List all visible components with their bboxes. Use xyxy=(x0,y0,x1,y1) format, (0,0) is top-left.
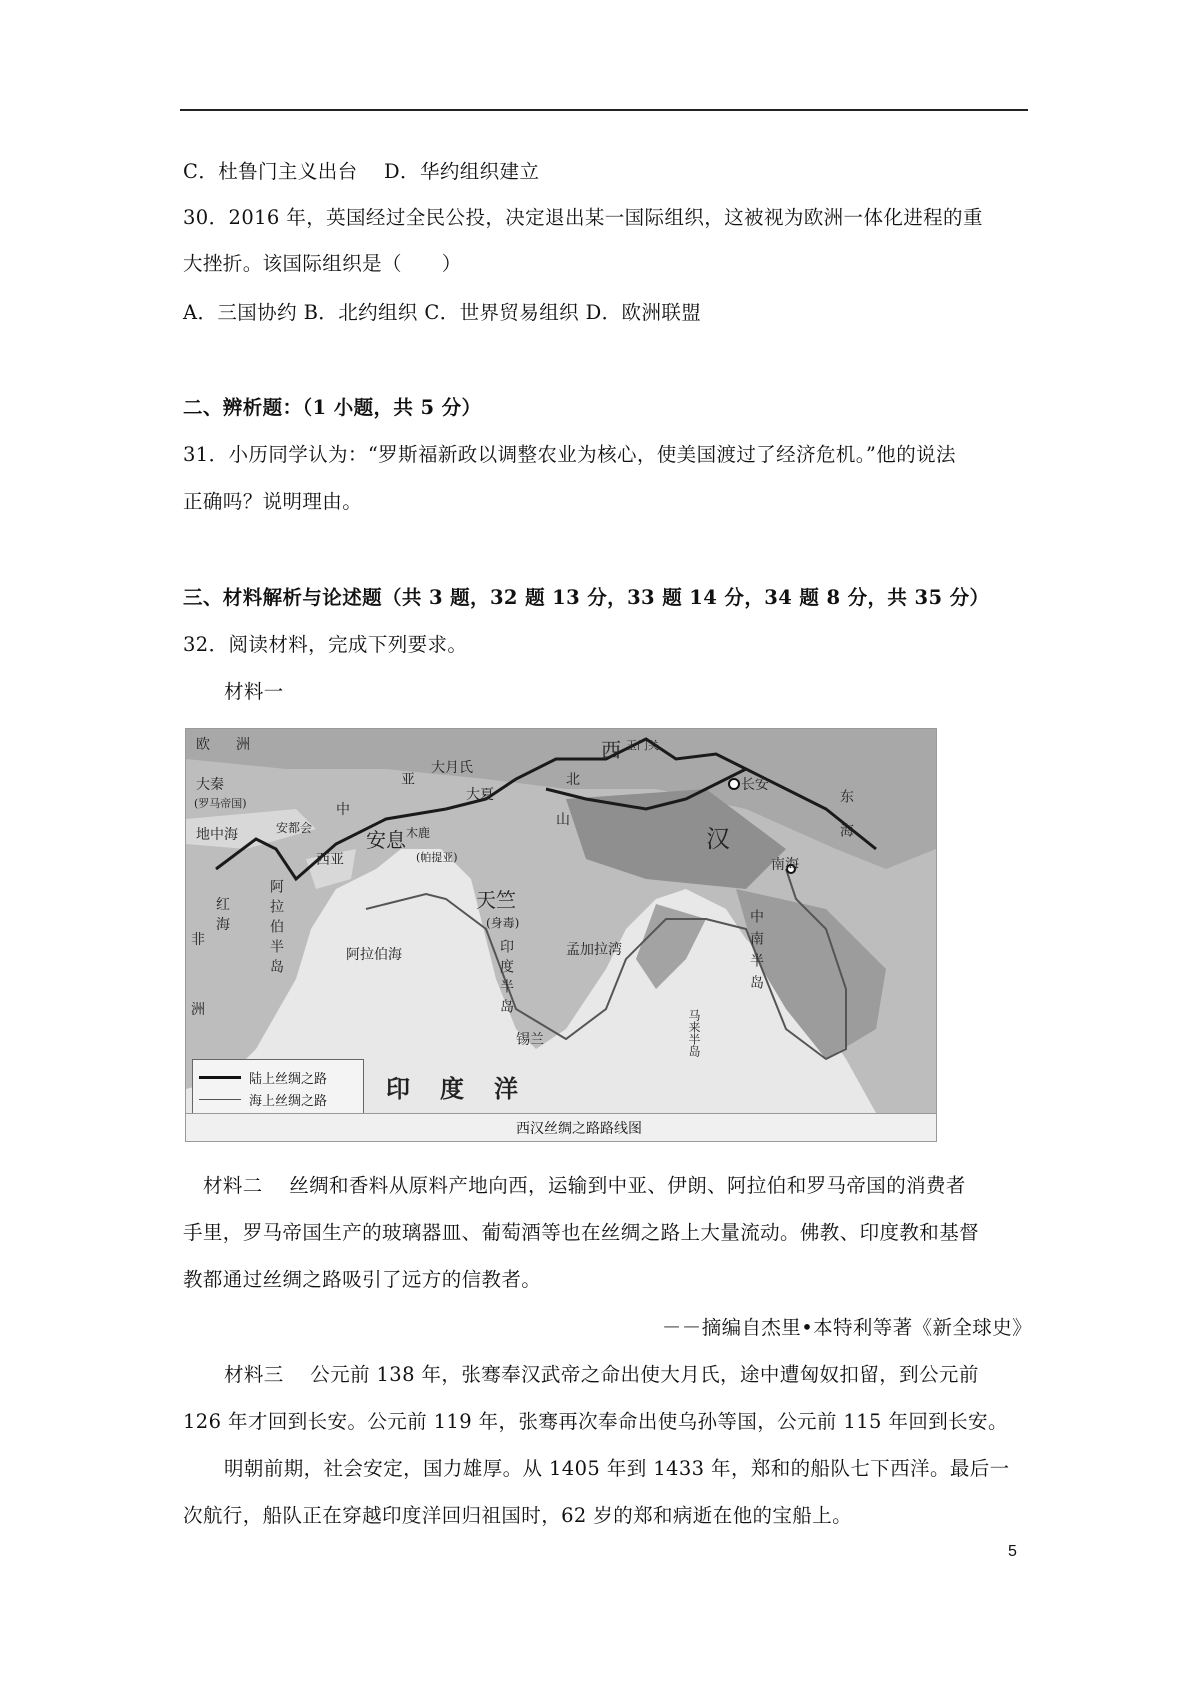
legend-sea-label: 海上丝绸之路 xyxy=(249,1094,328,1109)
legend-land-line xyxy=(199,1076,241,1079)
material-2-source: －－摘编自杰里•本特利等著《新全球史》 xyxy=(661,1316,1032,1339)
label-xilan: 锡兰 xyxy=(516,1032,544,1048)
material-3-line-1: 材料三 公元前 138 年，张骞奉汉武帝之命出使大月氏，途中遭匈奴扣留，到公元前 xyxy=(224,1363,979,1386)
material-3-line-4: 次航行，船队正在穿越印度洋回归祖国时，62 岁的郑和病逝在他的宝船上。 xyxy=(183,1504,853,1527)
map-legend xyxy=(192,1059,364,1115)
label-alabohai: 阿拉伯海 xyxy=(346,947,402,963)
material-3-line-3: 明朝前期，社会安定，国力雄厚。从 1405 年到 1433 年，郑和的船队七下西洋。最后一 xyxy=(224,1457,1010,1480)
label-luoma: (罗马帝国) xyxy=(194,797,247,810)
label-dachin: 大秦 xyxy=(196,777,224,793)
label-changan: 长安 xyxy=(741,777,769,793)
legend-sea-route xyxy=(199,1090,327,1109)
label-ansi: 安息 xyxy=(366,828,406,852)
legend-sea-line xyxy=(199,1099,241,1100)
label-anbosi: (帕提亚) xyxy=(416,851,458,864)
question-30-stem-cont: 大挫折。该国际组织是（ ） xyxy=(183,252,462,275)
label-fei: 非 xyxy=(191,932,205,948)
label-dong: 东海 xyxy=(838,789,854,857)
question-32-stem: 32．阅读材料，完成下列要求。 xyxy=(183,633,468,656)
question-29-options-cd: C．杜鲁门主义出台 D．华约组织建立 xyxy=(183,160,540,183)
label-daxia: 大夏 xyxy=(466,787,494,803)
label-hong: 红 xyxy=(216,897,230,913)
material-2-line-3: 教都通过丝绸之路吸引了远方的信教者。 xyxy=(183,1268,542,1291)
label-anduhui: 安都会 xyxy=(276,821,313,835)
label-ou: 欧 xyxy=(196,737,210,753)
label-tianzhu: 天竺 xyxy=(476,888,516,912)
map-caption-bar xyxy=(186,1113,936,1142)
material-3-line-2: 126 年才回到长安。公元前 119 年，张骞再次奉命出使乌孙等国，公元前 115 年回到长安。 xyxy=(183,1410,1008,1433)
label-malai: 马来半岛 xyxy=(687,1009,701,1057)
label-zhongnan: 中南半岛 xyxy=(748,909,764,997)
label-xiya: 西亚 xyxy=(316,852,344,868)
label-beidaolu: 北 xyxy=(566,772,580,788)
section-3-heading: 三、材料解析与论述题（共 3 题，32 题 13 分，33 题 14 分，34 题 8 分，共 35 分） xyxy=(183,586,990,609)
label-yumen: 玉门关 xyxy=(626,739,659,752)
label-zhong: 中 xyxy=(336,802,350,818)
silk-road-map xyxy=(185,728,937,1142)
question-31-stem-cont: 正确吗？说明理由。 xyxy=(183,490,363,513)
label-hai: 海 xyxy=(216,917,230,933)
label-xi: 西 xyxy=(601,738,621,762)
label-dizhong: 地中海 xyxy=(196,827,238,843)
label-zhou2: 洲 xyxy=(191,1002,205,1018)
material-1-label: 材料一 xyxy=(224,680,284,703)
label-shendu: (身毒) xyxy=(486,916,520,930)
material-2-line-1: 材料二 丝绸和香料从原料产地向西，运输到中亚、伊朗、阿拉伯和罗马帝国的消费者 xyxy=(203,1174,966,1197)
label-ya: 亚 xyxy=(401,772,415,788)
label-indian-ocean: 印度洋 xyxy=(386,1074,548,1103)
label-han: 汉 xyxy=(706,825,730,853)
label-shan: 山 xyxy=(556,812,570,828)
material-2-line-2: 手里，罗马帝国生产的玻璃器皿、葡萄酒等也在丝绸之路上大量流动。佛教、印度教和基督 xyxy=(183,1221,980,1244)
map-caption: 西汉丝绸之路路线图 xyxy=(516,1121,642,1137)
label-mulu: 木鹿 xyxy=(406,826,431,840)
label-mengjiala: 孟加拉湾 xyxy=(566,942,622,958)
label-alabo: 阿拉伯半岛 xyxy=(268,879,284,979)
legend-land-label: 陆上丝绸之路 xyxy=(249,1072,328,1087)
page-number: 5 xyxy=(1008,1543,1017,1560)
question-31-stem: 31．小历同学认为：“罗斯福新政以调整农业为核心，使美国渡过了经济危机。”他的说法 xyxy=(183,443,956,466)
question-30-options: A．三国协约 B．北约组织 C．世界贸易组织 D．欧洲联盟 xyxy=(183,301,702,324)
question-30-stem: 30．2016 年，英国经过全民公投，决定退出某一国际组织，这被视为欧洲一体化进程的重 xyxy=(183,206,983,229)
legend-land-route xyxy=(199,1068,327,1087)
section-2-heading: 二、辨析题：（1 小题，共 5 分） xyxy=(183,396,482,419)
label-dayuezhi: 大月氏 xyxy=(431,760,473,776)
label-yinduban: 印度半岛 xyxy=(498,939,514,1019)
label-zhou: 洲 xyxy=(236,737,250,753)
header-rule xyxy=(180,109,1028,111)
label-nanhai: 南海 xyxy=(771,857,799,873)
